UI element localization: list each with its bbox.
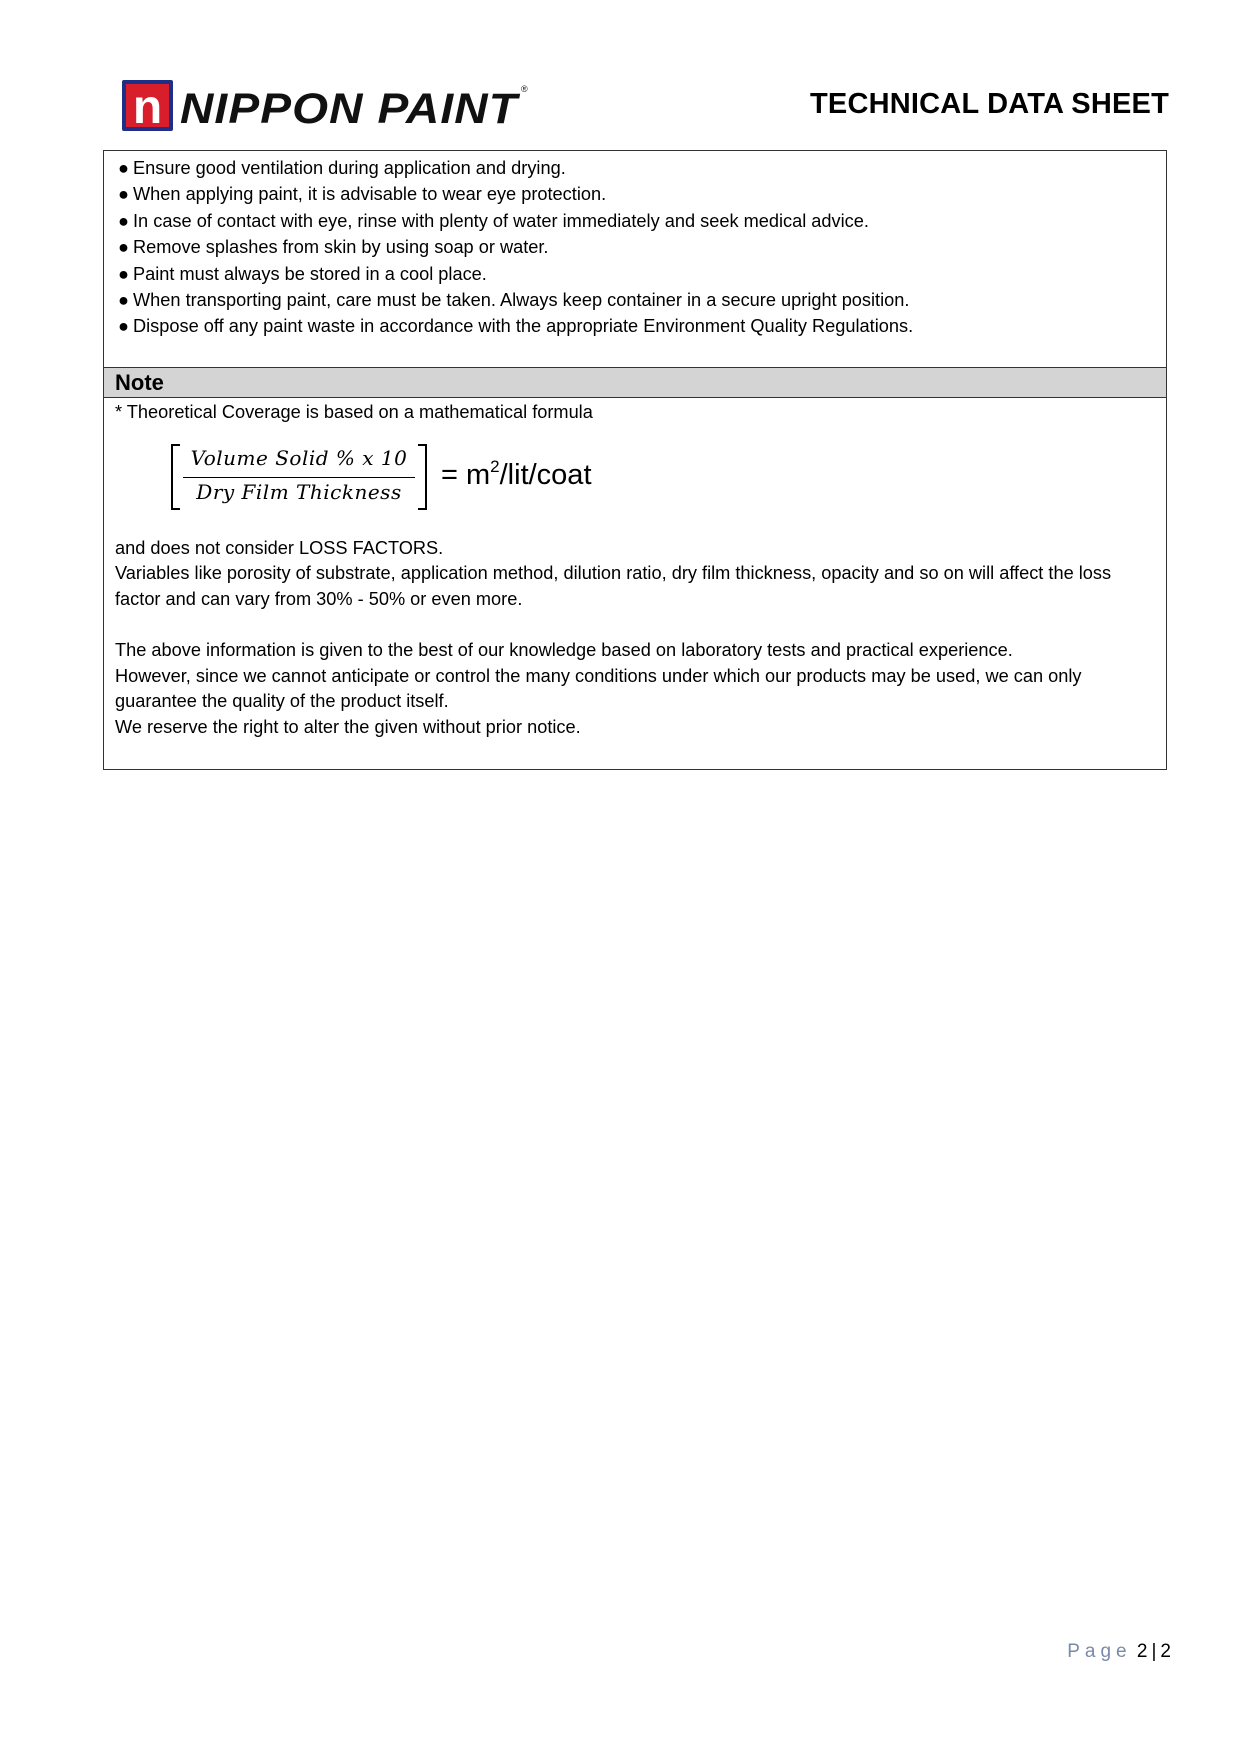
nippon-paint-logo bbox=[122, 78, 534, 134]
formula-result-exponent: 2 bbox=[490, 456, 500, 476]
list-item-text: In case of contact with eye, rinse with plenty of water immediately and seek medical advice. bbox=[133, 210, 869, 231]
formula-denominator: Dry Film Thickness bbox=[196, 479, 402, 504]
list-item-text: When transporting paint, care must be taken. Always keep container in a secure upright position. bbox=[133, 290, 910, 311]
logo-wordmark: NIPPON PAINT bbox=[180, 85, 521, 133]
note-title: Note bbox=[115, 370, 164, 395]
list-item bbox=[118, 208, 1166, 234]
formula-result-prefix: = m bbox=[441, 458, 491, 491]
bullet-icon: ● bbox=[118, 210, 129, 231]
bullet-icon: ● bbox=[118, 263, 129, 284]
bullet-icon: ● bbox=[118, 316, 129, 337]
current-page: 2 bbox=[1136, 1641, 1148, 1662]
list-item-text: Ensure good ventilation during application and drying. bbox=[133, 158, 566, 178]
bullet-icon: ● bbox=[118, 184, 129, 205]
note-header bbox=[104, 367, 1166, 398]
right-bracket bbox=[418, 444, 427, 510]
registered-mark: ® bbox=[521, 84, 528, 94]
paragraph-gap bbox=[115, 612, 1152, 638]
note-body bbox=[115, 400, 1152, 740]
page-separator: | bbox=[1151, 1641, 1157, 1662]
page-label: Page bbox=[1067, 1641, 1132, 1662]
content-box bbox=[103, 150, 1167, 770]
left-bracket bbox=[171, 444, 180, 510]
list-item bbox=[118, 287, 1166, 313]
coverage-formula bbox=[115, 426, 1152, 536]
formula-result bbox=[441, 454, 592, 489]
formula-numerator: Volume Solid % x 10 bbox=[190, 445, 408, 470]
formula-result-suffix: /lit/coat bbox=[499, 458, 592, 491]
list-item bbox=[118, 261, 1166, 287]
note-intro: * Theoretical Coverage is based on a mathematical formula bbox=[115, 402, 593, 422]
bullet-icon: ● bbox=[118, 237, 129, 258]
note-line: We reserve the right to alter the given without prior notice. bbox=[115, 716, 581, 737]
list-item-text: Remove splashes from skin by using soap or water. bbox=[133, 237, 549, 258]
note-line: and does not consider LOSS FACTORS. bbox=[115, 537, 444, 558]
total-pages: 2 bbox=[1160, 1641, 1171, 1662]
note-line: The above information is given to the best of our knowledge based on laboratory tests and practical experience. bbox=[115, 639, 1013, 660]
list-item bbox=[118, 234, 1166, 260]
list-item-text: Paint must always be stored in a cool place. bbox=[133, 263, 487, 284]
formula-fraction bbox=[171, 444, 427, 514]
note-line: Variables like porosity of substrate, application method, dilution ratio, dry film thickness, opacity and so on will affect the loss factor and can vary from 30% - 50% or even more. bbox=[115, 563, 1112, 609]
list-item-text: When applying paint, it is advisable to wear eye protection. bbox=[133, 184, 607, 205]
bullet-icon: ● bbox=[118, 158, 129, 178]
document-title: TECHNICAL DATA SHEET bbox=[810, 88, 1169, 120]
fraction-bar bbox=[183, 477, 415, 478]
logo-mark-letter: n bbox=[132, 81, 163, 134]
bullet-icon: ● bbox=[118, 290, 129, 311]
list-item bbox=[118, 181, 1166, 207]
list-item bbox=[118, 155, 1166, 181]
page-number bbox=[1067, 1641, 1171, 1663]
note-line: However, since we cannot anticipate or control the many conditions under which our products may be used, we can only guarantee the quality of the product itself. bbox=[115, 665, 1082, 712]
list-item bbox=[118, 313, 1166, 339]
safety-precautions-list bbox=[104, 151, 1166, 340]
list-item-text: Dispose off any paint waste in accordance with the appropriate Environment Quality Regulations. bbox=[133, 316, 914, 337]
